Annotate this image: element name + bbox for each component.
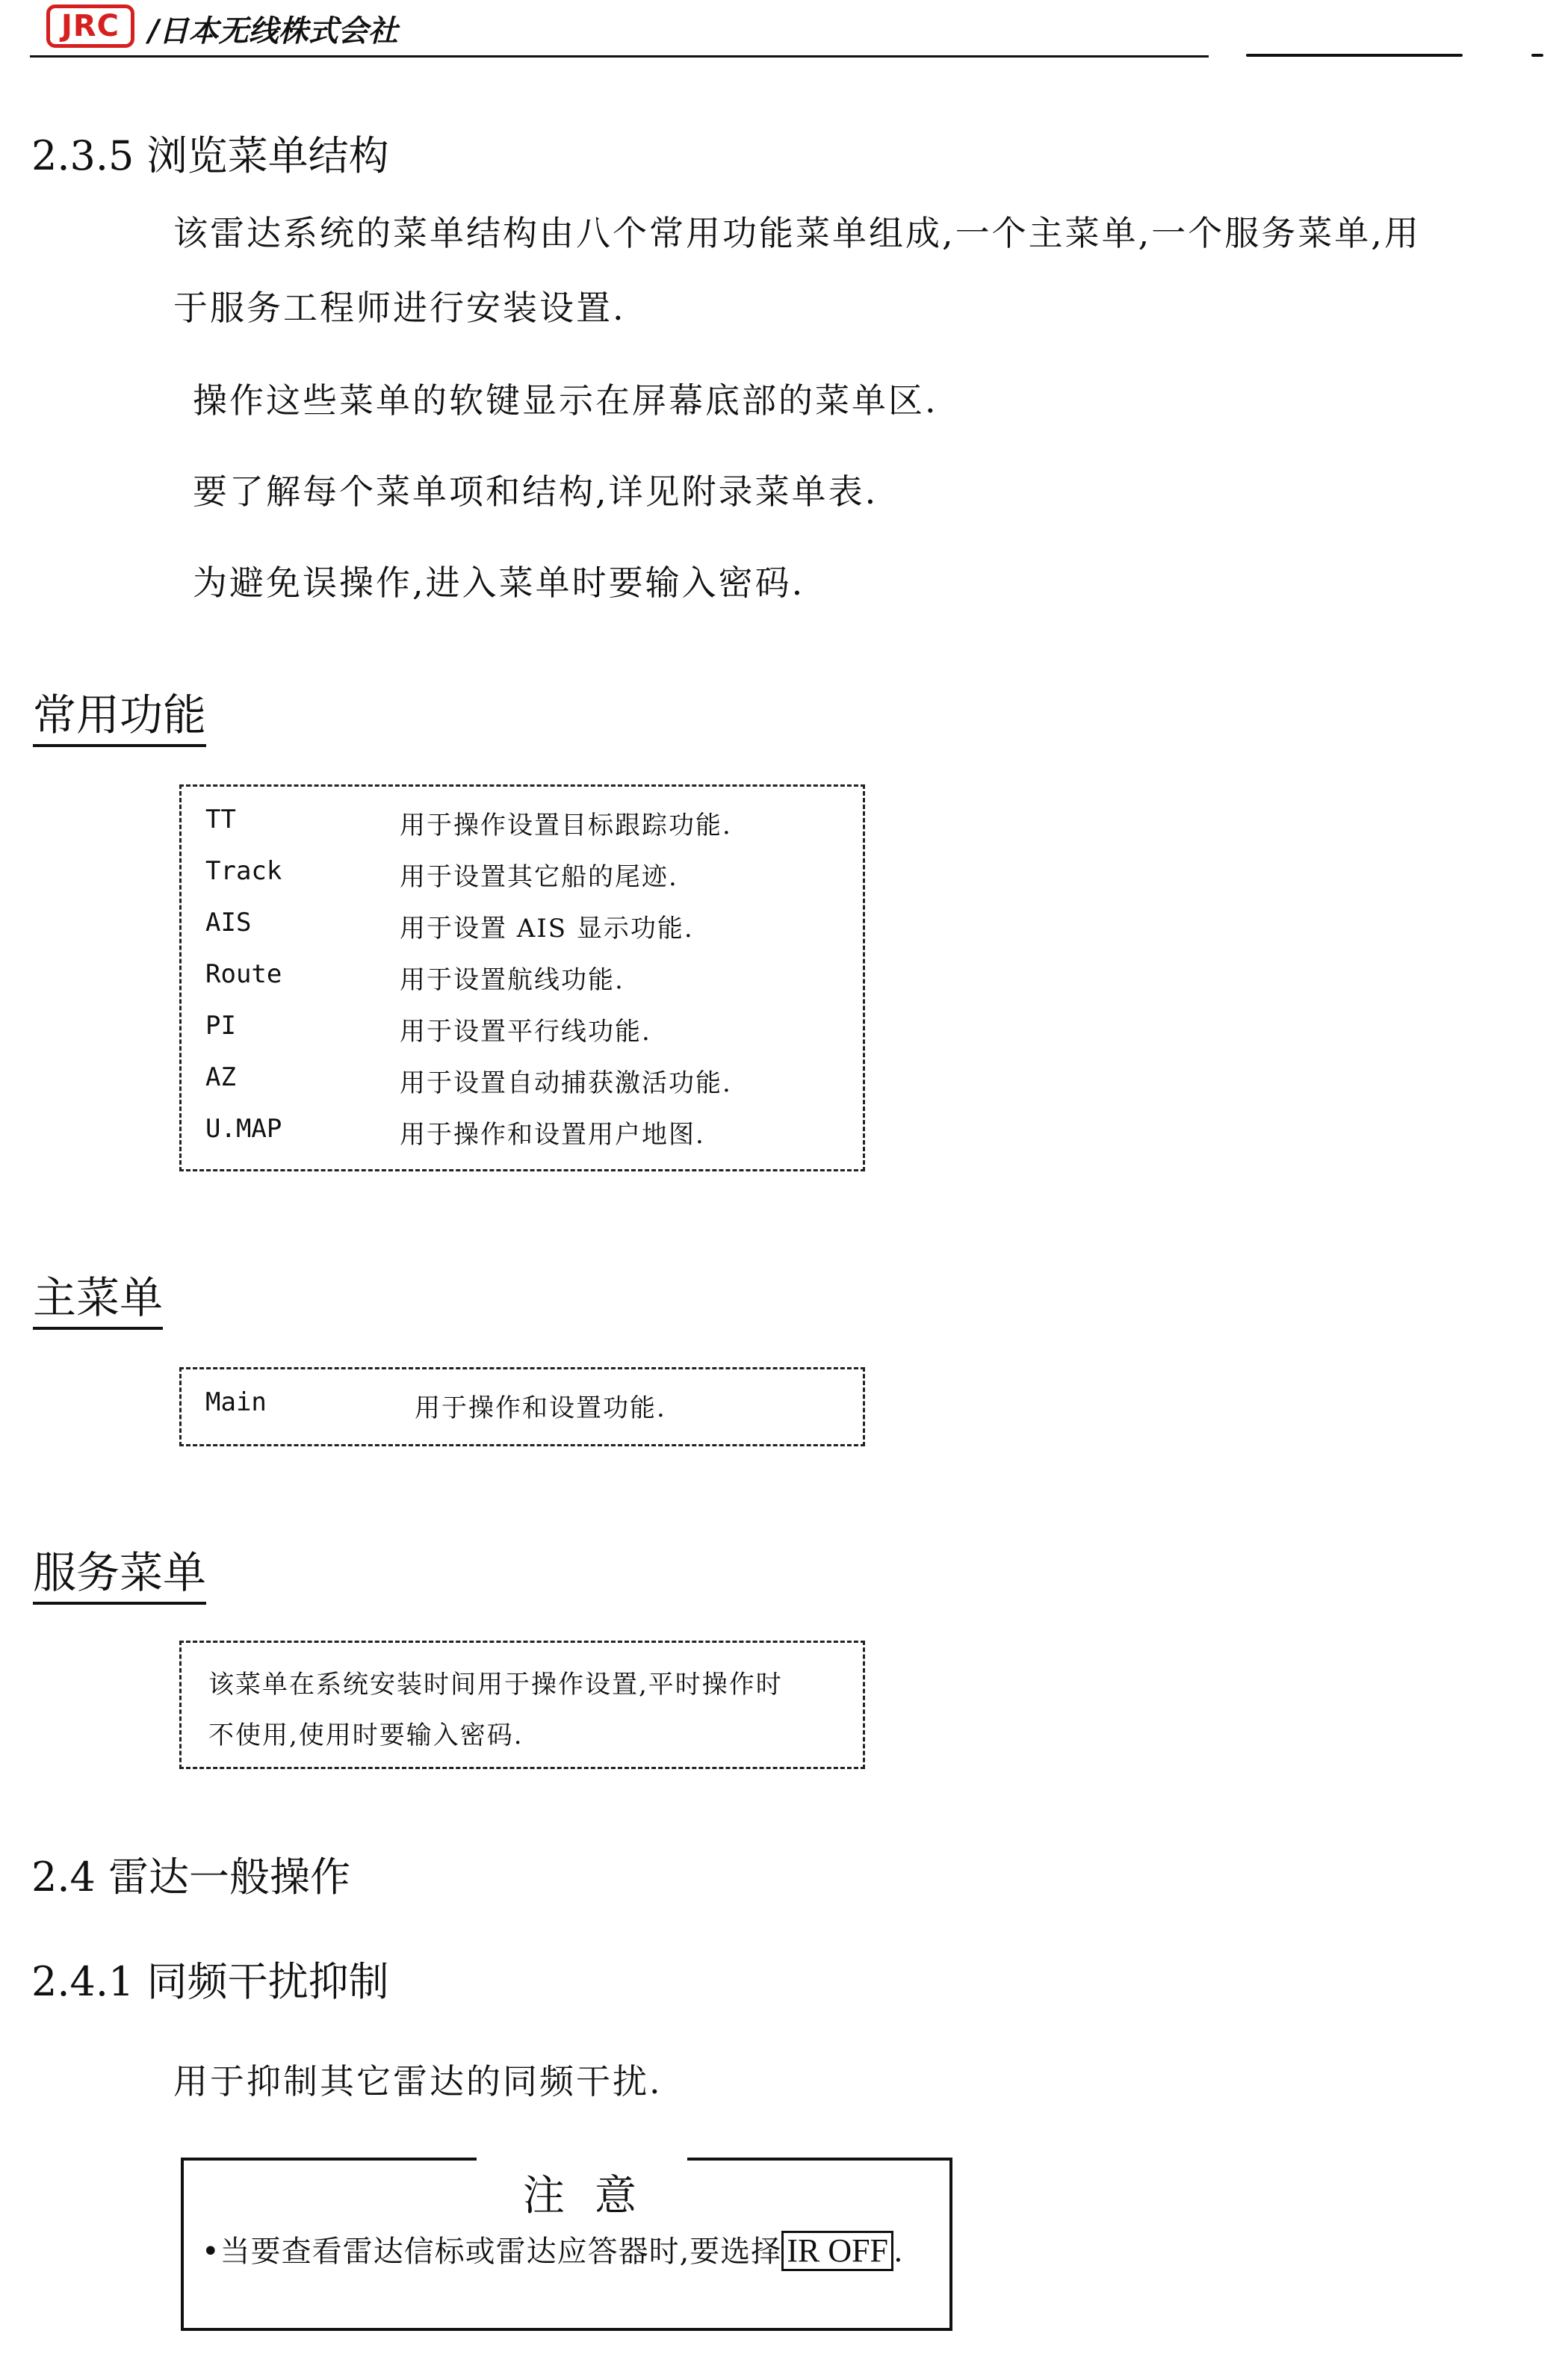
heading-common-functions: 常用功能: [33, 680, 206, 747]
paragraph: 用于抑制其它雷达的同频干扰.: [173, 2061, 663, 2102]
paragraph: 操作这些菜单的软键显示在屏幕底部的菜单区.: [193, 380, 938, 421]
list-item-desc: 用于设置其它船的尾迹.: [400, 862, 678, 892]
common-functions-box: [179, 784, 865, 1171]
company-name: /日本无线株式会社: [148, 13, 398, 49]
list-item: [205, 805, 236, 834]
notice-text: [202, 2228, 904, 2271]
menu-code: PI: [205, 1011, 236, 1041]
heading-service-menu: 服务菜单: [33, 1537, 206, 1605]
list-item-desc: 用于设置平行线功能.: [400, 1017, 651, 1047]
menu-code: TT: [205, 805, 236, 834]
menu-code: Track: [205, 856, 282, 886]
list-item: [205, 1011, 236, 1041]
section-title-2-4-1: 2.4.1 同频干扰抑制: [31, 1958, 389, 2005]
menu-code: AIS: [205, 908, 252, 938]
ir-off-key: IR OFF: [781, 2231, 893, 2271]
list-item-desc: 用于设置自动捕获激活功能.: [400, 1068, 732, 1098]
menu-desc: 用于操作和设置功能.: [415, 1393, 666, 1423]
list-item: [205, 908, 251, 938]
notice-text-suffix: .: [893, 2235, 904, 2269]
service-menu-text: 该菜单在系统安装时间用于操作设置,平时操作时: [208, 1670, 783, 1700]
list-item-desc: 用于设置航线功能.: [400, 965, 625, 995]
paragraph: 要了解每个菜单项和结构,详见附录菜单表.: [193, 471, 878, 512]
header-rule: [30, 55, 1209, 58]
menu-code: Main: [205, 1387, 267, 1417]
main-menu-box: [179, 1367, 865, 1446]
heading-main-menu: 主菜单: [33, 1263, 163, 1330]
menu-code: AZ: [205, 1062, 236, 1092]
paragraph: 于服务工程师进行安装设置.: [173, 288, 626, 328]
list-item-desc: 用于设置 AIS 显示功能.: [400, 914, 694, 944]
service-menu-box: [179, 1641, 865, 1769]
notice-text-prefix: •当要查看雷达信标或雷达应答器时,要选择: [202, 2235, 782, 2269]
jrc-logo: JRC: [46, 4, 134, 48]
section-title-2-3-5: 2.3.5 浏览菜单结构: [31, 132, 389, 179]
list-item-desc: 用于操作和设置用户地图.: [400, 1120, 705, 1150]
list-item: [205, 856, 282, 886]
paragraph: 该雷达系统的菜单结构由八个常用功能菜单组成,一个主菜单,一个服务菜单,用: [173, 213, 1421, 253]
header-rule-fragment: [1531, 54, 1543, 57]
header-rule-fragment: [1246, 54, 1463, 57]
section-title-2-4: 2.4 雷达一般操作: [31, 1854, 351, 1901]
notice-title: 注意: [523, 2172, 666, 2220]
menu-code: Route: [205, 959, 282, 989]
list-item: [205, 1114, 282, 1144]
paragraph: 为避免误操作,进入菜单时要输入密码.: [193, 563, 805, 603]
list-item: [205, 1062, 236, 1092]
list-item: [205, 959, 282, 989]
menu-code: U.MAP: [205, 1114, 282, 1144]
list-item-desc: 用于操作设置目标跟踪功能.: [400, 811, 732, 840]
service-menu-text: 不使用,使用时要输入密码.: [208, 1721, 524, 1750]
